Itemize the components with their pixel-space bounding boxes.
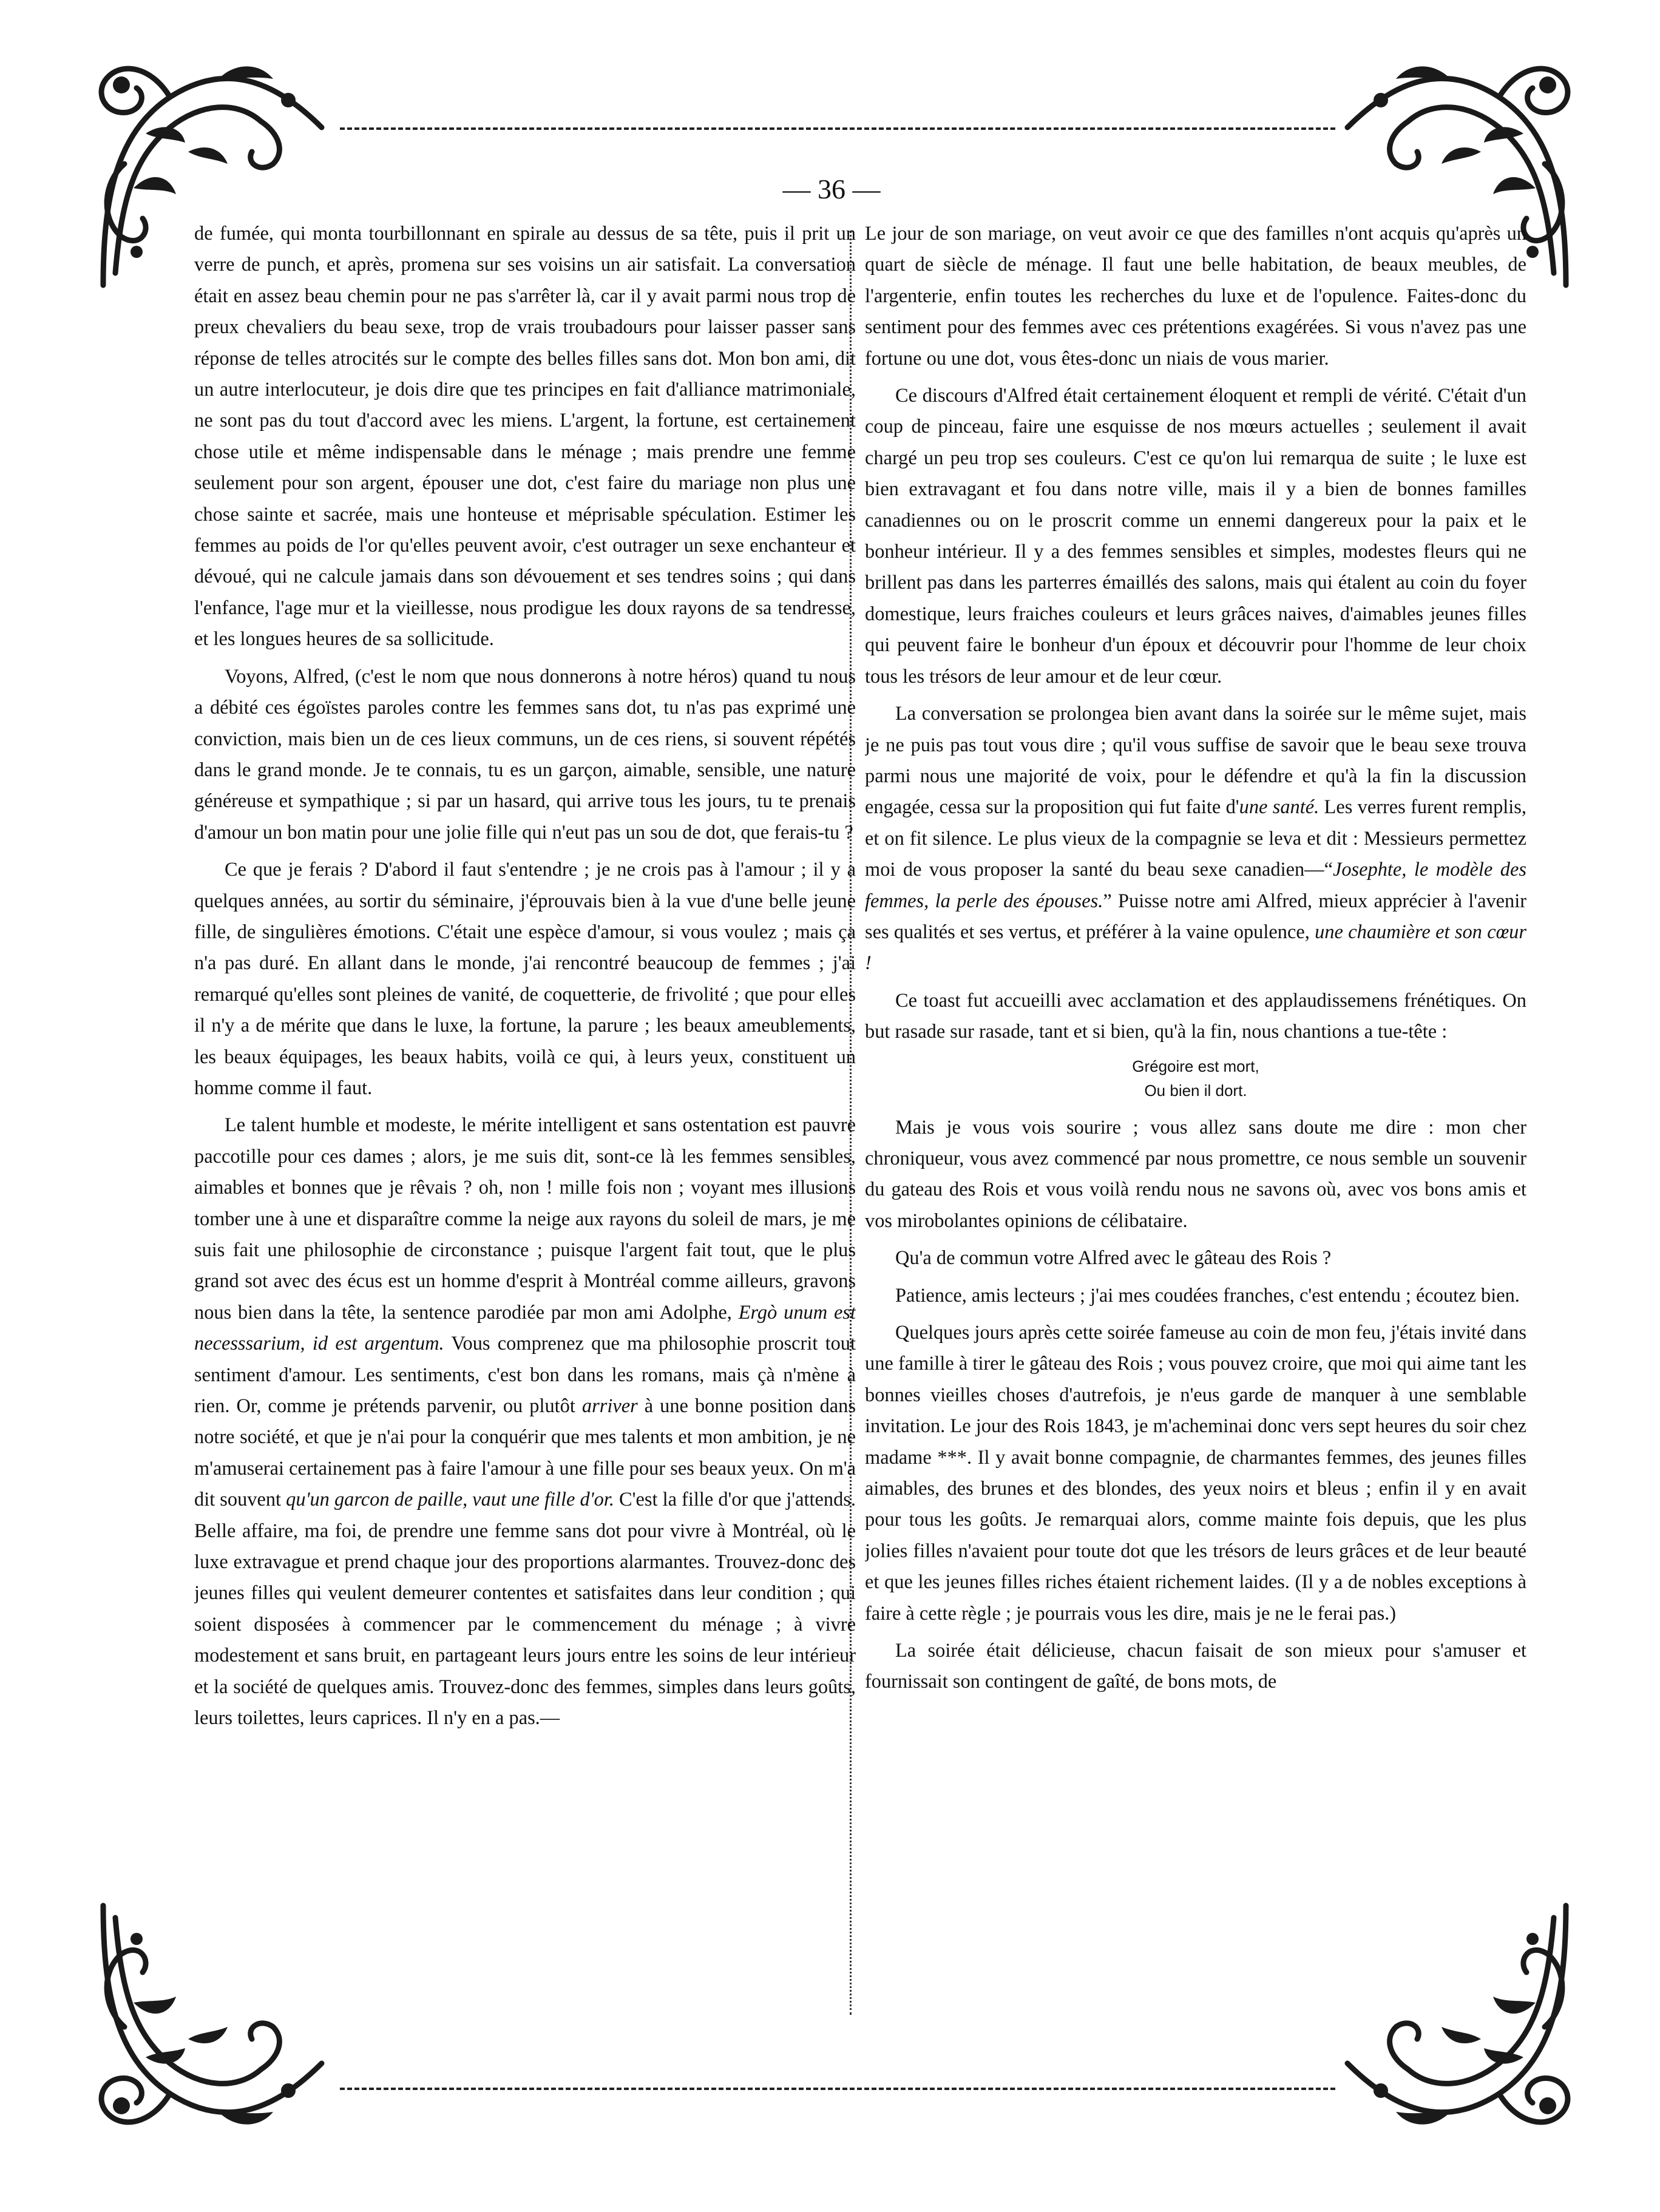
italic-quote: Ergò unum est necesssarium, id est argentum. bbox=[194, 1301, 856, 1355]
paragraph: Qu'a de commun votre Alfred avec le gâteau des Rois ? bbox=[895, 1247, 1332, 1270]
paragraph: Ce que je ferais ? D'abord il faut s'entendre ; je ne crois pas à l'amour ; il y a quelques années, au sortir du séminaire, j'éprouvais bien à la vue d'une belle jeune fille, de singulières émotions. C'était une espèce d'amour, si vous voulez ; mais ça n'a pas duré. En allant dans le monde, j'ai rencontré beaucoup de femmes ; j'ai remarqué qu'elles sont pleines de vanité, de coquetterie, de frivolité ; que pour elles il n'y a de mérite que dans le luxe, la fortune, la parure ; les beaux ameublements, les beaux équipages, les beaux habits, voilà ce qui, à leurs yeux, constituent un homme comme il faut. bbox=[194, 859, 856, 1099]
paragraph-text: C'est la fille d'or que j'attends. Belle affaire, ma foi, de prendre une femme sans dot pour vivre à Montréal, où le luxe extravague et prend chaque jour des proportions alarmantes. Trouvez-donc des jeunes filles qui veulent demeurer contentes et satisfaites dans leur condition ; qui soient disposées à commencer par le commencement du ménage ; à vivre modestement et sans bruit, en partageant leurs jours entre les soins de leur intérieur et la société de quelques amis. Trouvez-donc des femmes, simples dans leurs goûts, leurs toilettes, leurs caprices. Il n'y en a pas.— bbox=[194, 1489, 856, 1730]
paragraph-text: ” Puisse notre ami Alfred, mieux apprécier à l'avenir ses qualités et ses vertus, et préférer à la vaine opulence, bbox=[865, 890, 1526, 943]
italic-proverb: qu'un garcon de paille, vaut une fille d'or. bbox=[286, 1489, 614, 1511]
bottom-border-rule bbox=[340, 2088, 1335, 2090]
paragraph bbox=[865, 698, 1526, 979]
paragraph: Mais je vous vois sourire ; vous allez sans doute me dire : mon cher chroniqueur, vous avez commencé par nous promettre, ce nous semble un souvenir du gateau des Rois et vous voilà rendu nous ne savons où, avec vos bons amis et vos mirobolantes opinions de célibataire. bbox=[865, 1116, 1526, 1232]
paragraph: Ce discours d'Alfred était certainement éloquent et rempli de vérité. C'était d'un coup de pinceau, faire une esquisse de nos mœurs actuelles ; seulement il avait chargé un peu trop ses couleurs. C'est ce qu'on lui remarqua de suite ; le luxe est bien extravagant et fou dans notre ville, mais il y a bien de bonnes familles canadiennes ou on le proscrit comme un ennemi dangereux pour la paix et le bonheur intérieur. Il y a des femmes sensibles et simples, modestes fleurs qui ne brillent pas dans les parterres émaillés des salons, mais qui étalent au coin du foyer domestique, leurs fraiches couleurs et leurs grâces naives, d'aimables jeunes filles qui peuvent faire le bonheur d'un époux et découvrir pour l'homme de leur choix tous les trésors de leur amour et de leur cœur. bbox=[865, 385, 1526, 688]
song-line: Ou bien il dort. bbox=[1144, 1081, 1247, 1100]
italic-phrase: arriver bbox=[581, 1395, 638, 1418]
paragraph-text: Les verres furent remplis, et on fit silence. Le plus vieux de la compagnie se leva et dit : Messieurs permettez moi de vous proposer la santé du beau sexe canadien—“ bbox=[865, 796, 1526, 881]
italic-toast: Josephte, le modèle des femmes, la perle des épouses. bbox=[865, 859, 1526, 912]
song-line: Grégoire est mort, bbox=[1132, 1057, 1259, 1075]
paragraph: de fumée, qui monta tourbillonnant en spirale au dessus de sa tête, puis il prit un verre de punch, et après, promena sur ses voisins un air satisfait. La conversation était en assez beau chemin pour ne pas s'arrêter là, car il y avait parmi nous trop de preux chevaliers du beau sexe, trop de vrais troubadours pour laisser passer sans réponse de telles atrocités sur le compte des belles filles sans dot. Mon bon ami, dit un autre interlocuteur, je dois dire que tes principes en fait d'alliance matrimoniale, ne sont pas du tout d'accord avec les miens. L'argent, la fortune, est certainement chose utile et même indispensable dans le ménage ; mais prendre une femme seulement pour son argent, épouser une dot, c'est faire du mariage non plus une chose sainte et sacrée, mais une honteuse et méprisable spéculation. Estimer les femmes au poids de l'or qu'elles peuvent avoir, c'est outrager un sexe enchanteur et dévoué, qui ne calcule jamais dans son dévouement et ses tendres soins ; qui dans l'enfance, l'age mur et la vieillesse, nous prodigue les doux rayons de sa tendresse, et les longues heures de sa sollicitude. bbox=[194, 223, 856, 651]
italic-phrase: une chaumière et son cœur ! bbox=[865, 921, 1526, 975]
paragraph: Quelques jours après cette soirée fameuse au coin de mon feu, j'étais invité dans une famille à tirer le gâteau des Rois ; vous pouvez croire, que moi qui aime tant les bonnes vieilles choses d'autrefois, je n'eus garde de manquer à une semblable invitation. Le jour des Rois 1843, je m'acheminai donc vers sept heures du soir chez madame ***. Il y avait bonne compagnie, de charmantes femmes, des jeunes filles aimables, des brunes et des blondes, des yeux noirs et bleus ; enfin il y en avait pour tous les goûts. Je remarquai alors, comme mainte fois depuis, que les plus jolies filles n'avaient pour toute dot que les trésors de leurs grâces et de leur beauté et que les jeunes filles riches étaient richement laides. (Il y a de nobles exceptions à faire à cette règle ; je pourrais vous les dire, mais je ne le ferai pas.) bbox=[865, 1322, 1526, 1625]
paragraph: Le jour de son mariage, on veut avoir ce que des familles n'ont acquis qu'après un quart de siècle de ménage. Il faut une belle habitation, de beaux meubles, de l'argenterie, enfin toutes les recherches du luxe et de l'opulence. Faites-donc du sentiment pour des femmes avec ces prétentions exagérées. Si vous n'avez pas une fortune ou une dot, vous êtes-donc un niais de vous marier. bbox=[865, 223, 1526, 370]
song-verse bbox=[865, 1054, 1526, 1103]
paragraph-text: Le talent humble et modeste, le mérite intelligent et sans ostentation est pauvre paccotille pour ces dames ; alors, je me suis dit, sont-ce là les femmes sensibles, aimables et bonnes que je rêvais ? oh, non ! mille fois non ; voyant mes illusions tomber une à une et disparaître comme la neige aux rayons du soleil de mars, je me suis fait une philosophie de circonstance ; puisque l'argent fait tout, que le plus grand sot avec des écus est un homme d'esprit à Montréal comme ailleurs, gravons nous bien dans la tête, la sentence parodiée par mon ami Adolphe, bbox=[194, 1114, 856, 1324]
page-number: — 36 — bbox=[782, 174, 881, 205]
top-border-rule bbox=[340, 127, 1335, 130]
paragraph: Voyons, Alfred, (c'est le nom que nous donnerons à notre héros) quand tu nous a débité ces égoïstes paroles contre les femmes sans dot, tu n'as pas exprimé une conviction, mais bien un de ces lieux communs, un de ces riens, si souvent répétés dans le grand monde. Je te connais, tu es un garçon, aimable, sensible, une nature généreuse et sympathique ; si par un hasard, qui arrive tous les jours, tu te prenais d'amour un bon matin pour une jolie fille qui n'eut pas un sou de dot, que ferais-tu ? bbox=[194, 665, 856, 844]
left-column bbox=[194, 218, 856, 2015]
paragraph: Ce toast fut accueilli avec acclamation et des applaudissemens frénétiques. On but rasade sur rasade, tant et si bien, qu'à la fin, nous chantions a tue-tête : bbox=[865, 989, 1526, 1043]
paragraph-text: La conversation se prolongea bien avant dans la soirée sur le même sujet, mais je ne puis pas tout vous dire ; qu'il vous suffise de savoir que le beau sexe trouva parmi nous une majorité de voix, pour le défendre et qu'à la fin la discussion engagée, cessa sur la proposition qui fut faite d' bbox=[865, 703, 1526, 819]
right-column bbox=[865, 218, 1526, 2015]
paragraph-text: à une bonne position dans notre société, et que je n'ai pour la conquérir que mes talents et mon ambition, je ne m'amuserai certainement pas à faire l'amour à une fille pour ses beaux yeux. On m'a dit souvent bbox=[194, 1395, 856, 1511]
paragraph bbox=[194, 1110, 856, 1734]
paragraph: Patience, amis lecteurs ; j'ai mes coudées franches, c'est entendu ; écoutez bien. bbox=[895, 1284, 1520, 1307]
paragraph: La soirée était délicieuse, chacun faisait de son mieux pour s'amuser et fournissait son contingent de gaîté, de bons mots, de bbox=[865, 1640, 1526, 1693]
paragraph-text: Vous comprenez que ma philosophie proscrit tout sentiment d'amour. Les sentiments, c'est bon dans les romans, mais çà n'mène à rien. Or, comme je prétends parvenir, ou plutôt bbox=[194, 1333, 856, 1418]
italic-phrase: une santé. bbox=[1239, 796, 1320, 819]
